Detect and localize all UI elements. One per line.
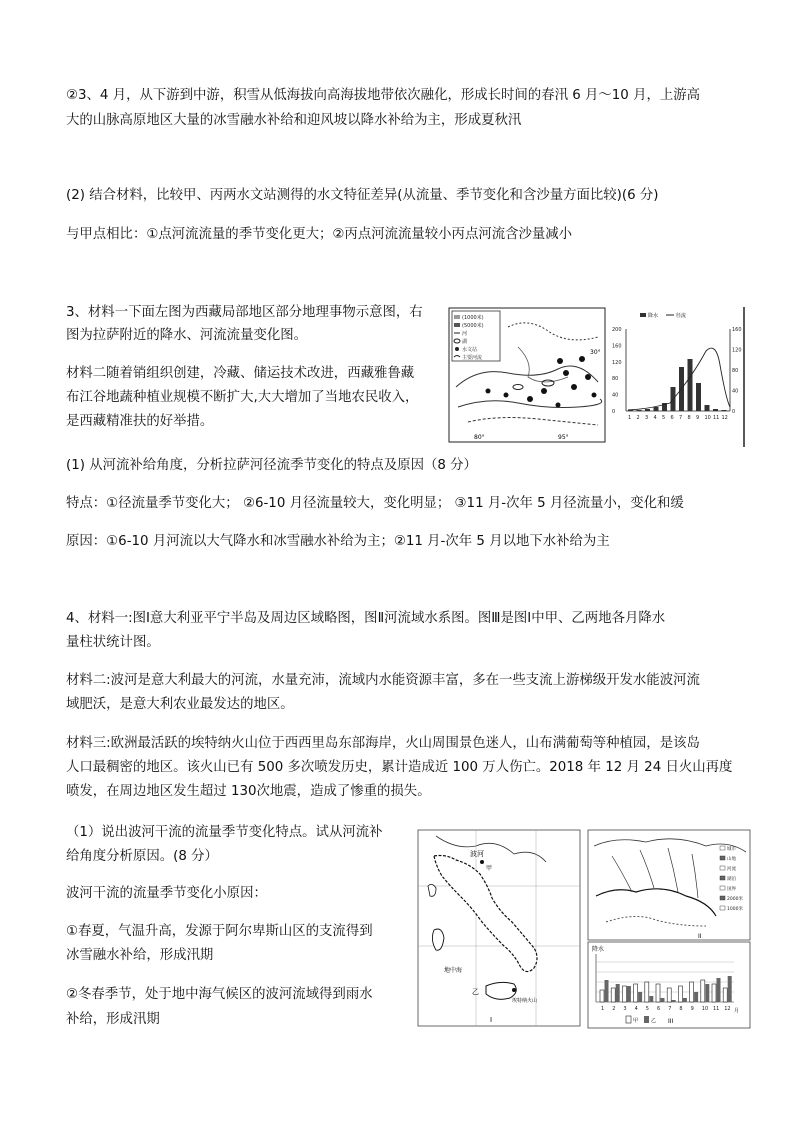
precip-bar	[688, 359, 693, 411]
answer-text: 冰雪融水补给，形成汛期	[66, 948, 214, 963]
month-tick: 10	[701, 1006, 709, 1012]
bar-yi	[638, 992, 642, 1002]
month-tick: 5	[645, 1006, 649, 1012]
bar-yi	[627, 986, 631, 1002]
bar-yi	[728, 976, 732, 1002]
bar-jia	[600, 990, 604, 1002]
po-river-label: 波河	[470, 850, 484, 858]
month-tick: 8	[687, 415, 691, 421]
month-tick: 8	[679, 1006, 683, 1012]
map-legend-text: 河	[462, 331, 468, 337]
question-text: 给角度分析原因。(8 分）	[66, 849, 218, 864]
precip-bar	[637, 410, 642, 411]
bar-jia	[712, 984, 716, 1002]
month-tick: 12	[724, 1006, 731, 1012]
italy-figure-group	[416, 826, 752, 1030]
precip-axis-label: 降水	[592, 946, 605, 953]
bar-yi	[672, 1000, 676, 1002]
map-label-yi: 乙	[472, 988, 479, 996]
bar-yi	[705, 984, 709, 1002]
precip-bar	[705, 405, 710, 411]
month-tick: 2	[636, 415, 640, 421]
answer-reasons: 原因：①6-10 月河流以大气降水和冰雪融水补给为主；②11 月-次年 5 月以地下水补给为主	[66, 534, 610, 549]
month-tick: 9	[696, 415, 700, 421]
legend-swatch	[720, 896, 725, 900]
left-axis-tick: 120	[612, 359, 622, 366]
bar-jia	[667, 988, 671, 1002]
figure-number: II	[698, 933, 702, 940]
bar-yi	[661, 998, 665, 1002]
month-tick: 4	[653, 415, 657, 421]
legend-item-label: 河流	[727, 867, 736, 872]
map-legend-text: 湖	[462, 339, 468, 345]
bar-jia	[656, 984, 660, 1002]
material-text: 材料三:欧洲最活跃的埃特纳火山位于西西里岛东部海岸，火山周围景色迷人，山布满葡萄等种植园，是该岛	[66, 736, 700, 751]
month-tick: 5	[662, 415, 666, 421]
legend-swatch	[720, 876, 725, 880]
month-tick: 1	[628, 415, 632, 421]
precip-bar	[722, 410, 727, 411]
lhasa-climate-chart	[610, 307, 746, 447]
month-tick: 4	[634, 1006, 638, 1012]
material-text: 3、材料一下面左图为西藏局部地区部分地理事物示意图，右	[66, 305, 423, 320]
map-legend-text: 主要河流	[462, 355, 483, 361]
latitude-label: 30°	[590, 349, 601, 356]
longitude-label: 80°	[474, 434, 485, 441]
paragraph-line: ②3、4 月，从下游到中游，积雪从低海拔向高海拔地带依次融化，形成长时间的春汛 6 月～10 月，上游高	[66, 88, 701, 103]
map-label-sea: 地中海	[444, 967, 463, 974]
month-tick: 11	[713, 1006, 720, 1012]
question-text: (2) 结合材料，比较甲、丙两水文站测得的水文特征差异(从流量、季节变化和含沙量方面比较)(6 分)	[66, 188, 659, 203]
legend-swatch	[720, 886, 725, 890]
material-text: 布江谷地蔬种植业规模不断扩大,大大增加了当地农民收入，	[66, 390, 419, 405]
material-text: 人口最稠密的地区。该火山已有 500 多次喷发历史，累计造成近 100 万人伤亡。2018 年 12 月 24 日火山再度	[66, 760, 733, 775]
material-text: 4、材料一:图Ⅰ意大利亚平宁半岛及周边区域略图，图Ⅱ河流域水系图。图Ⅲ是图Ⅰ中甲、乙两地各月降水	[66, 611, 666, 626]
question-text: (1) 从河流补给角度，分析拉萨河径流季节变化的特点及原因（8 分）	[66, 458, 477, 473]
left-axis-tick: 160	[612, 343, 622, 350]
material-text: 域肥沃，是意大利农业最发达的地区。	[66, 697, 294, 712]
month-tick: 7	[679, 415, 683, 421]
legend-yi: 乙	[651, 1018, 657, 1024]
bar-jia	[622, 986, 626, 1002]
left-axis-tick: 200	[612, 327, 622, 333]
bar-yi	[717, 978, 721, 1002]
material-text: 是西藏精准扶的好举措。	[66, 414, 214, 429]
bar-yi	[605, 980, 609, 1002]
month-tick: 10	[704, 415, 711, 421]
month-unit: 月	[734, 1008, 740, 1014]
figure-number: III	[668, 1018, 674, 1025]
map-label-jia: 甲	[486, 865, 493, 872]
legend-item-label: 山地	[727, 857, 736, 862]
precip-bar	[696, 383, 701, 411]
answer-text: 波河干流的流量季节变化小原因：	[66, 886, 267, 901]
answer-text: 补给，形成汛期	[66, 1012, 160, 1027]
month-tick: 2	[612, 1006, 616, 1012]
material-text: 材料二:波河是意大利最大的河流，水量充沛，流域内水能资源丰富，多在一些支流上游梯级开发水能波河流	[66, 673, 700, 688]
bar-yi	[683, 998, 687, 1002]
right-axis-tick: 40	[732, 388, 739, 395]
legend-swatch	[720, 906, 725, 910]
precip-bar	[654, 407, 659, 411]
volcano-label: 埃特纳火山	[512, 998, 538, 1004]
bar-jia	[723, 988, 727, 1002]
material-text: 图为拉萨附近的降水、河流流量变化图。	[66, 328, 308, 343]
legend-precip-label: 降水	[648, 313, 659, 319]
legend-item-label: 国界	[727, 887, 736, 892]
left-axis-tick: 40	[612, 392, 619, 399]
question-text: （1）说出波河干流的流量季节变化特点。试从河流补	[66, 825, 383, 840]
legend-item-label: 湖泊	[727, 877, 736, 882]
answer-text: ①春夏，气温升高，发源于阿尔卑斯山区的支流得到	[66, 924, 373, 939]
answer-text: 与甲点相比：①点河流流量的季节变化更大；②丙点河流流量较小丙点河流含沙量减小	[66, 227, 573, 242]
answer-features: 特点：①径流量季节变化大； ②6-10 月径流量较大，变化明显； ③11 月-次年 5 月径流量小，变化和缓	[66, 496, 684, 511]
bar-jia	[678, 986, 682, 1002]
answer-text: ②冬春季节，处于地中海气候区的波河流域得到雨水	[66, 987, 373, 1002]
legend-swatch	[720, 856, 725, 860]
month-tick: 3	[623, 1006, 627, 1012]
month-tick: 12	[721, 415, 728, 421]
map-legend-text: (5000米)	[462, 323, 484, 329]
month-tick: 6	[657, 1006, 661, 1012]
bar-jia	[611, 988, 615, 1002]
right-axis-tick: 80	[732, 368, 739, 374]
paragraph-line: 大的山脉高原地区大量的冰雪融水补给和迎风坡以降水补给为主，形成夏秋汛	[66, 113, 522, 128]
right-axis-tick: 120	[732, 347, 742, 354]
material-text: 材料二随着销组织创建，冷藏、储运技术改进，西藏雅鲁藏	[66, 366, 415, 381]
legend-swatch	[720, 846, 725, 850]
month-tick: 3	[645, 415, 649, 421]
bar-jia	[701, 980, 705, 1002]
map-legend-text: (1000米)	[462, 315, 484, 321]
precip-bar	[713, 409, 718, 411]
month-tick: 9	[690, 1006, 694, 1012]
material-text: 喷发，在周边地区发生超过 130次地震，造成了惨重的损失。	[66, 784, 431, 799]
precip-bar	[645, 409, 650, 411]
legend-item-label: 1000米	[727, 907, 743, 912]
bar-jia	[645, 982, 649, 1002]
legend-item-label: 城市	[727, 847, 736, 852]
month-tick: 1	[601, 1006, 605, 1012]
material-text: 量柱状统计图。	[66, 635, 160, 650]
figure-number: I	[490, 1016, 493, 1024]
bar-yi	[694, 992, 698, 1002]
left-axis-tick: 0	[612, 409, 616, 415]
legend-jia: 甲	[633, 1018, 639, 1024]
right-axis-tick: 0	[732, 409, 736, 415]
right-axis-tick: 160	[732, 327, 742, 333]
left-axis-tick: 80	[612, 376, 619, 383]
tibet-map-figure	[448, 307, 606, 443]
bar-jia	[690, 982, 694, 1002]
longitude-label: 95°	[558, 434, 569, 441]
map-legend-text: 水文站	[462, 347, 478, 353]
bar-yi	[649, 996, 653, 1002]
legend-swatch	[720, 866, 725, 870]
month-tick: 7	[668, 1006, 672, 1012]
legend-item-label: 2000米	[727, 897, 743, 902]
legend-runoff-label: 径流	[676, 313, 687, 319]
month-tick: 11	[713, 415, 720, 421]
bar-yi	[616, 984, 620, 1002]
month-tick: 6	[670, 415, 674, 421]
bar-jia	[634, 984, 638, 1002]
